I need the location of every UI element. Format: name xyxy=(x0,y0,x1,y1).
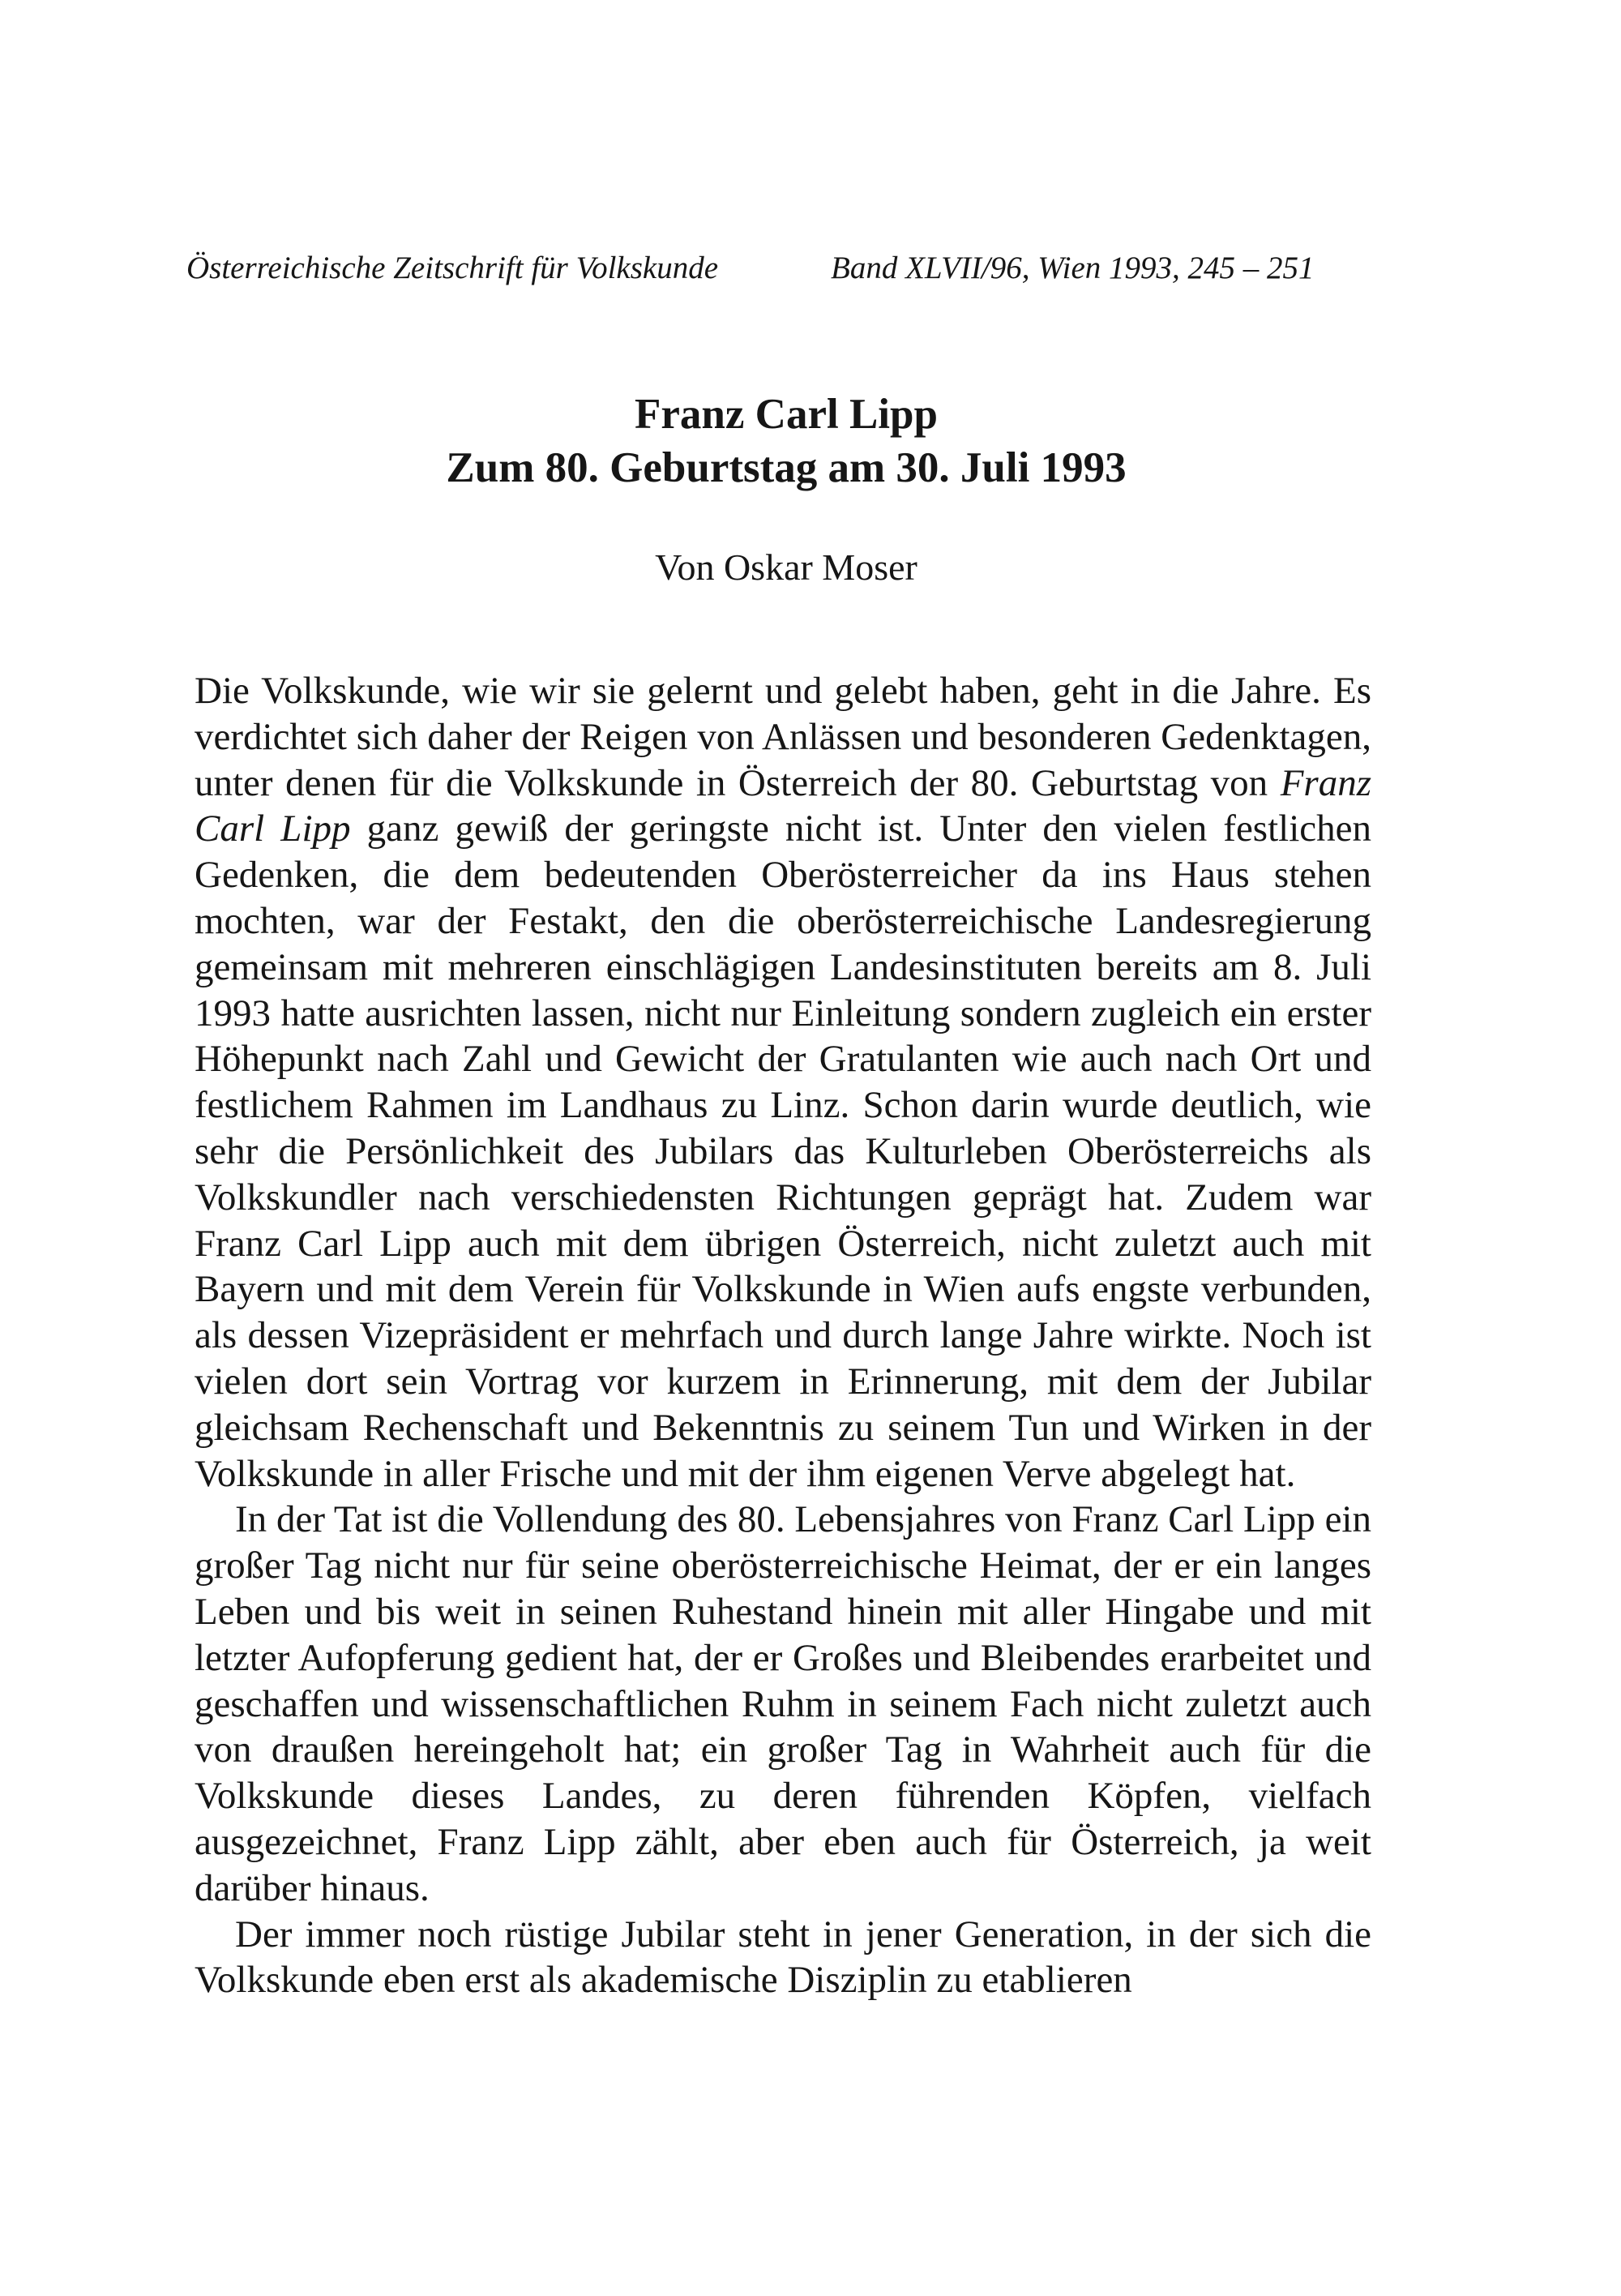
journal-name: Österreichische Zeitschrift für Volkskunde xyxy=(186,251,719,285)
person-name-italic: Franz Carl Lipp xyxy=(195,761,1371,850)
article-title: Franz Carl Lipp xyxy=(635,391,938,438)
paragraph-1-text-end: ganz gewiß der geringste nicht ist. Unter den vielen festlichen Gedenken, die dem bedeutenden Oberösterreicher da ins Haus stehen mochten, war der Festakt, den die oberösterreichische Landesregierung gemeinsam mit mehreren einschlägigen Landesinstituten bereits am 8. Juli 1993 hatte ausrichten lassen, nicht nur Einleitung sondern zugleich ein erster Höhepunkt nach Zahl und Gewicht der Gratulanten wie auch nach Ort und festlichem Rahmen im Landhaus zu Linz. Schon darin wurde deutlich, wie sehr die Persönlichkeit des Jubilars das Kulturleben Oberösterreichs als Volkskundler nach verschiedensten Richtungen geprägt hat. Zudem war Franz Carl Lipp auch mit dem übrigen Österreich, nicht zuletzt auch mit Bayern und mit dem Verein für Volkskunde in Wien aufs engste verbunden, als dessen Vizepräsident er mehrfach und durch lange Jahre wirkte. Noch ist vielen dort sein Vortrag vor kurzem in Erinnerung, mit dem der Jubilar gleichsam Rechenschaft und Bekenntnis zu seinem Tun und Wirken in der Volkskunde in aller Frische und mit der ihm eigenen Verve abgelegt hat. xyxy=(195,807,1371,1495)
paragraph-1-text-start: Die Volkskunde, wie wir sie gelernt und gelebt haben, geht in die Jahre. Es verdichtet sich daher der Reigen von Anlässen und besonderen Gedenktagen, unter denen für die Volkskunde in Österreich der 80. Geburtstag von xyxy=(195,670,1371,804)
article-title-block xyxy=(186,388,1386,495)
article-body xyxy=(195,668,1371,2003)
volume-info: Band XLVII/96, Wien 1993, 245 – 251 xyxy=(831,251,1315,285)
paragraph-1 xyxy=(195,668,1371,1497)
paragraph-3: Der immer noch rüstige Jubilar steht in jener Generation, in der sich die Volkskunde eben erst als akademische Disziplin zu etablieren xyxy=(195,1913,1371,2002)
paragraph-2: In der Tat ist die Vollendung des 80. Lebensjahres von Franz Carl Lipp ein großer Tag nicht nur für seine oberösterreichische Heimat, der er ein langes Leben und bis weit in seinen Ruhestand hinein mit aller Hingabe und mit letzter Aufopferung gedient hat, der er Großes und Bleibendes erarbeitet und geschaffen und wissenschaftlichen Ruhm in seinem Fach nicht zuletzt auch von draußen hereingeholt hat; ein großer Tag in Wahrheit auch für die Volkskunde dieses Landes, zu deren führenden Köpfen, vielfach ausgezeichnet, Franz Lipp zählt, aber eben auch für Österreich, ja weit darüber hinaus. xyxy=(195,1498,1371,1909)
running-header xyxy=(186,248,1386,289)
article-subtitle: Zum 80. Geburtstag am 30. Juli 1993 xyxy=(446,444,1127,491)
author-line: Von Oskar Moser xyxy=(655,546,917,588)
